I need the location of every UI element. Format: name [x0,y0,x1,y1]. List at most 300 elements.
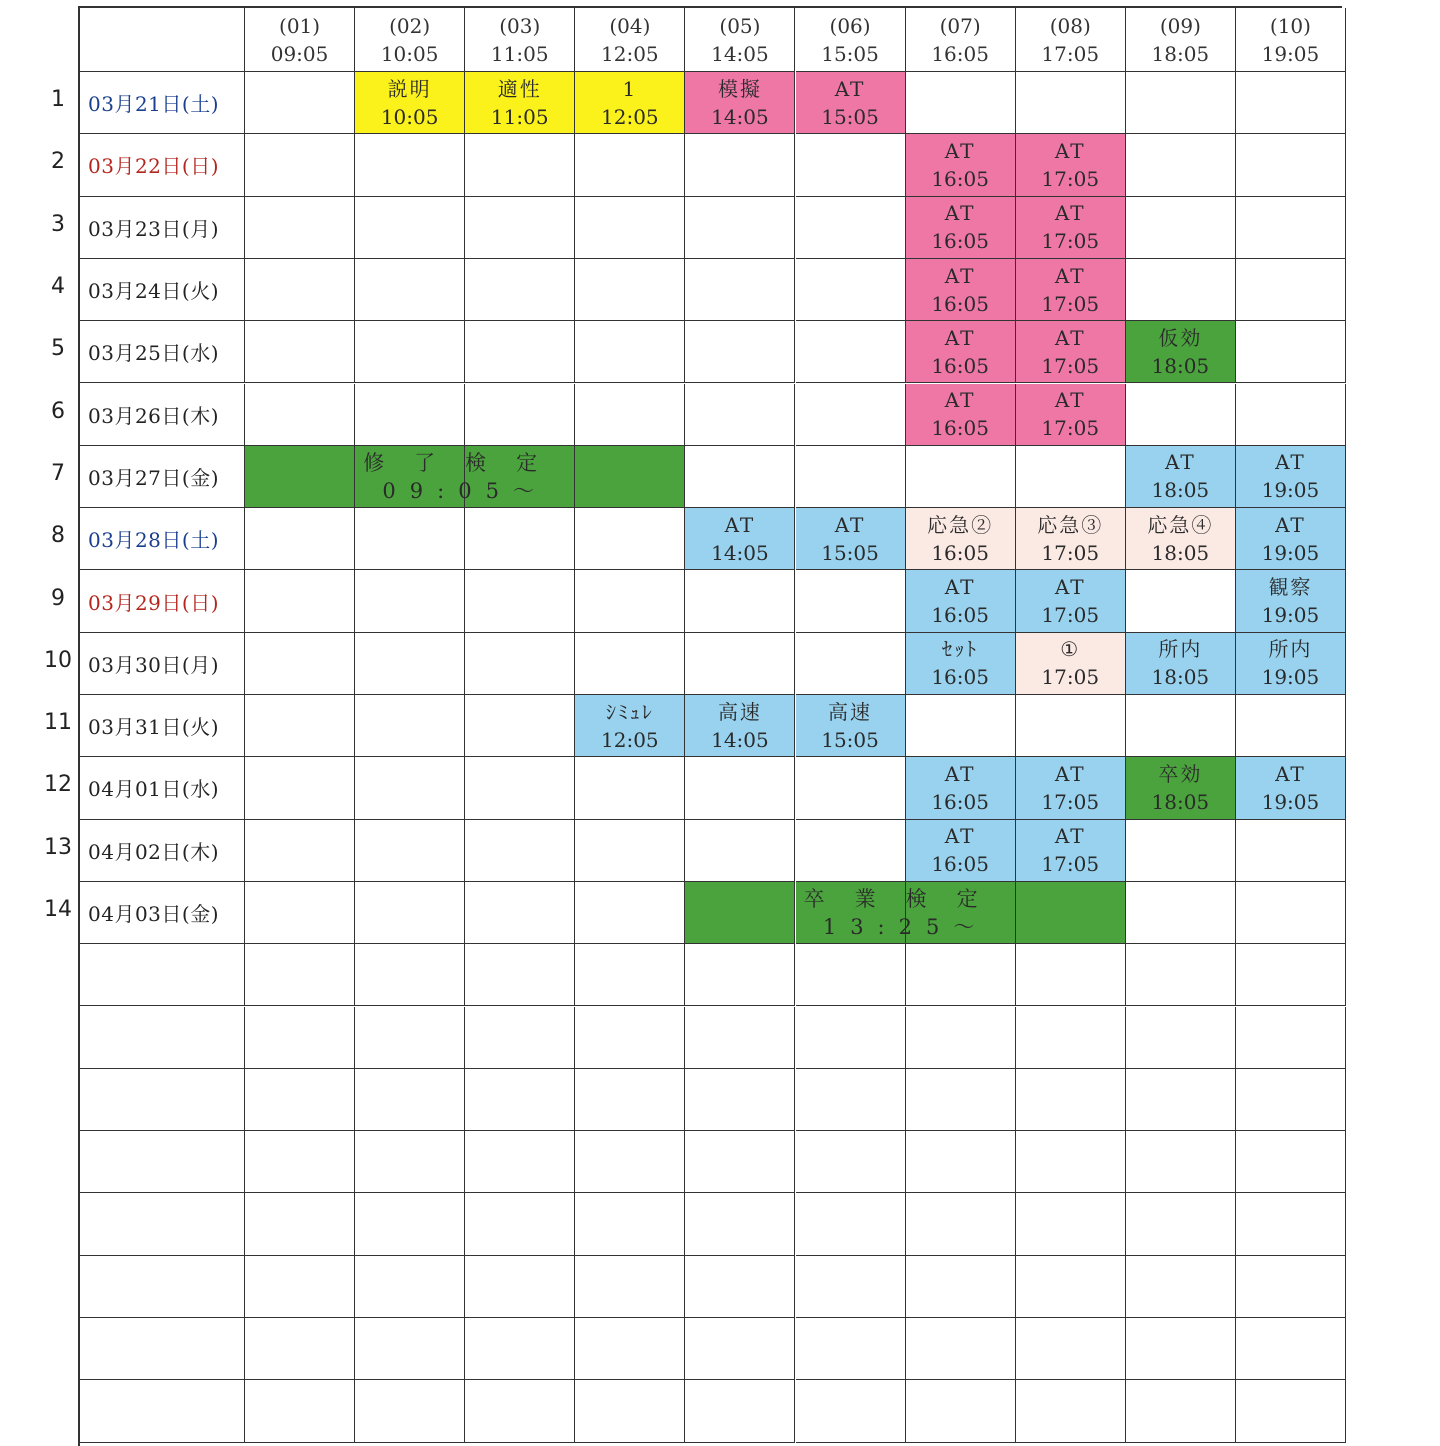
schedule-cell[interactable] [245,1007,355,1069]
schedule-cell[interactable] [245,757,355,819]
lesson-block[interactable] [1126,633,1236,695]
schedule-cell[interactable] [796,820,906,882]
lesson-block[interactable] [906,757,1016,819]
lesson-label: 卒効 [1158,761,1203,786]
date-cell [80,757,245,819]
schedule-cell[interactable] [575,321,685,383]
lesson-time: 18:05 [1151,540,1210,565]
schedule-cell[interactable] [1236,695,1346,757]
schedule-cell[interactable] [1126,820,1236,882]
schedule-cell[interactable] [1236,882,1346,944]
lesson-block[interactable] [1236,570,1346,632]
lesson-label: AT [1275,450,1306,475]
row-number: 2 [51,149,65,175]
date-cell [80,1193,245,1255]
schedule-cell[interactable] [355,1318,465,1380]
lesson-label: AT [944,761,976,786]
lesson-block[interactable] [906,820,1016,882]
schedule-cell[interactable] [1016,944,1126,1006]
lesson-block[interactable] [796,72,906,134]
period-number: (09) [1159,13,1201,38]
schedule-cell[interactable] [1126,72,1236,134]
schedule-cell[interactable] [796,1193,906,1255]
schedule-cell[interactable] [1126,384,1236,446]
lesson-time: 17:05 [1041,852,1100,877]
lesson-label: AT [944,325,976,350]
lesson-block[interactable] [355,72,465,134]
schedule-cell[interactable] [575,1193,685,1255]
schedule-cell[interactable] [906,1007,1016,1069]
lesson-time: 15:05 [821,540,879,565]
schedule-cell[interactable] [906,1193,1016,1255]
schedule-cell[interactable] [685,321,795,383]
lesson-block[interactable] [1016,633,1126,695]
lesson-block[interactable] [1126,321,1236,383]
lesson-block[interactable] [575,695,685,757]
schedule-cell[interactable] [355,633,465,695]
schedule-cell[interactable] [465,570,575,632]
lesson-time: 16:05 [931,665,989,690]
schedule-cell[interactable] [575,384,685,446]
schedule-cell[interactable] [575,757,685,819]
lesson-label: AT [1054,388,1086,413]
schedule-cell[interactable] [355,1193,465,1255]
schedule-cell[interactable] [685,1131,795,1193]
period-header [685,8,795,72]
schedule-cell[interactable] [1236,384,1346,446]
schedule-cell[interactable] [906,72,1016,134]
schedule-cell[interactable] [465,1193,575,1255]
schedule-cell[interactable] [1126,570,1236,632]
schedule-cell[interactable] [245,197,355,259]
schedule-cell[interactable] [1236,1193,1346,1255]
schedule-cell[interactable] [796,570,906,632]
schedule-cell[interactable] [575,820,685,882]
schedule-cell[interactable] [685,446,795,508]
schedule-cell[interactable] [245,321,355,383]
schedule-cell[interactable] [245,1069,355,1131]
schedule-cell[interactable] [245,72,355,134]
schedule-cell[interactable] [1236,72,1346,134]
lesson-time: 16:05 [931,229,989,254]
lesson-label: 説明 [387,76,432,101]
schedule-cell[interactable] [906,695,1016,757]
schedule-cell[interactable] [1016,72,1126,134]
schedule-cell[interactable] [355,882,465,944]
period-number: (08) [1049,13,1091,38]
schedule-cell[interactable] [685,259,795,321]
schedule-cell[interactable] [465,259,575,321]
lesson-block[interactable] [906,508,1016,570]
schedule-cell[interactable] [465,321,575,383]
schedule-cell[interactable] [575,1131,685,1193]
schedule-cell[interactable] [1236,321,1346,383]
schedule-cell[interactable] [1126,134,1236,196]
schedule-cell[interactable] [1126,1193,1236,1255]
lesson-time: 16:05 [931,166,989,191]
period-number: (04) [609,13,651,38]
schedule-cell[interactable] [685,384,795,446]
lesson-label: 仮効 [1158,325,1203,350]
schedule-cell[interactable] [355,757,465,819]
lesson-block[interactable] [1236,508,1346,570]
schedule-cell[interactable] [245,570,355,632]
schedule-cell[interactable] [1126,695,1236,757]
lesson-block[interactable] [906,134,1016,196]
schedule-cell[interactable] [1236,944,1346,1006]
lesson-label: AT [1275,761,1306,786]
date-label: 04月02日(木) [88,839,220,864]
schedule-cell[interactable] [1126,197,1236,259]
schedule-cell[interactable] [1016,1318,1126,1380]
schedule-cell[interactable] [245,1193,355,1255]
lesson-block[interactable] [1016,570,1126,632]
schedule-cell[interactable] [1016,1380,1126,1442]
period-time: 09:05 [270,41,329,66]
schedule-cell[interactable] [465,1256,575,1318]
schedule-cell[interactable] [1126,1007,1236,1069]
schedule-cell[interactable] [465,1007,575,1069]
row-number: 14 [44,897,72,923]
schedule-cell[interactable] [1016,695,1126,757]
lesson-block[interactable] [1236,446,1346,508]
schedule-cell[interactable] [575,1256,685,1318]
schedule-cell[interactable] [1236,259,1346,321]
schedule-cell[interactable] [355,1256,465,1318]
schedule-cell[interactable] [465,1318,575,1380]
schedule-cell[interactable] [796,1069,906,1131]
schedule-cell[interactable] [465,882,575,944]
schedule-cell[interactable] [355,197,465,259]
lesson-block[interactable] [1016,757,1126,819]
lesson-block[interactable] [1016,197,1126,259]
date-cell [80,197,245,259]
lesson-label: AT [944,138,976,163]
schedule-cell[interactable] [906,1256,1016,1318]
schedule-cell[interactable] [355,570,465,632]
schedule-cell[interactable] [465,633,575,695]
schedule-cell[interactable] [245,1380,355,1442]
lesson-label: AT [834,512,866,537]
period-number: (05) [719,13,761,38]
schedule-cell[interactable] [245,882,355,944]
schedule-cell[interactable] [796,1007,906,1069]
lesson-block[interactable] [1126,757,1236,819]
row-number: 6 [51,398,65,424]
lesson-block[interactable] [685,72,795,134]
lesson-time: 11:05 [490,104,549,129]
schedule-cell[interactable] [1126,1318,1236,1380]
schedule-cell[interactable] [575,259,685,321]
lesson-block[interactable] [796,695,906,757]
schedule-cell[interactable] [355,321,465,383]
date-label: 04月01日(水) [88,777,220,802]
schedule-cell[interactable] [796,757,906,819]
date-cell [80,882,245,944]
lesson-label: AT [1054,761,1086,786]
schedule-cell[interactable] [575,1007,685,1069]
schedule-cell[interactable] [906,944,1016,1006]
schedule-cell[interactable] [685,134,795,196]
lesson-time: 17:05 [1041,166,1100,191]
lesson-block[interactable] [1016,259,1126,321]
lesson-block[interactable] [906,321,1016,383]
lesson-label: 応急② [927,512,994,537]
schedule-cell[interactable] [1236,820,1346,882]
lesson-label: 応急④ [1147,512,1214,537]
date-label: 03月22日(日) [88,154,220,179]
lesson-label: AT [944,575,976,600]
exam-block-cell[interactable] [685,882,795,944]
date-cell [80,384,245,446]
schedule-cell[interactable] [465,1131,575,1193]
lesson-block[interactable] [906,633,1016,695]
date-cell [80,321,245,383]
schedule-cell[interactable] [355,1380,465,1442]
schedule-cell[interactable] [245,384,355,446]
schedule-cell[interactable] [685,570,795,632]
exam-block-cell[interactable] [575,446,685,508]
schedule-cell[interactable] [575,633,685,695]
schedule-cell[interactable] [575,508,685,570]
lesson-label: AT [1054,824,1086,849]
schedule-cell[interactable] [685,1256,795,1318]
schedule-cell[interactable] [575,882,685,944]
schedule-cell[interactable] [1016,1069,1126,1131]
schedule-cell[interactable] [685,1318,795,1380]
lesson-label: AT [724,512,756,537]
schedule-cell[interactable] [245,695,355,757]
schedule-cell[interactable] [465,820,575,882]
schedule-cell[interactable] [1126,882,1236,944]
schedule-cell[interactable] [685,757,795,819]
schedule-cell[interactable] [1236,1131,1346,1193]
schedule-cell[interactable] [1126,1069,1236,1131]
schedule-cell[interactable] [575,134,685,196]
schedule-cell[interactable] [906,446,1016,508]
lesson-block[interactable] [1016,820,1126,882]
schedule-cell[interactable] [245,1131,355,1193]
schedule-cell[interactable] [685,1007,795,1069]
schedule-cell[interactable] [685,633,795,695]
schedule-cell[interactable] [1126,1131,1236,1193]
schedule-cell[interactable] [1236,197,1346,259]
schedule-cell[interactable] [1236,1007,1346,1069]
lesson-time: 17:05 [1041,291,1100,316]
period-header [1236,8,1346,72]
schedule-cell[interactable] [796,197,906,259]
schedule-cell[interactable] [245,1318,355,1380]
schedule-cell[interactable] [355,508,465,570]
lesson-time: 16:05 [931,603,989,628]
schedule-cell[interactable] [575,1318,685,1380]
lesson-time: 18:05 [1151,353,1210,378]
schedule-cell[interactable] [575,1380,685,1442]
schedule-cell[interactable] [465,384,575,446]
date-cell [80,1069,245,1131]
lesson-block[interactable] [1126,446,1236,508]
schedule-cell[interactable] [355,134,465,196]
row-number: 5 [51,336,65,362]
schedule-cell[interactable] [355,695,465,757]
lesson-label: AT [944,201,976,226]
schedule-cell[interactable] [355,944,465,1006]
schedule-cell[interactable] [906,1069,1016,1131]
schedule-cell[interactable] [796,384,906,446]
lesson-label: AT [1054,138,1086,163]
lesson-block[interactable] [906,197,1016,259]
schedule-cell[interactable] [685,1380,795,1442]
period-time: 17:05 [1041,41,1100,66]
schedule-cell[interactable] [465,134,575,196]
exam-block-cell[interactable] [245,446,355,508]
schedule-cell[interactable] [245,820,355,882]
lesson-block[interactable] [465,72,575,134]
schedule-cell[interactable] [575,944,685,1006]
date-cell [80,259,245,321]
schedule-cell[interactable] [796,446,906,508]
lesson-time: 14:05 [711,540,769,565]
schedule-cell[interactable] [1016,1007,1126,1069]
date-label: 03月27日(金) [88,465,220,490]
schedule-cell[interactable] [685,197,795,259]
lesson-block[interactable] [1126,508,1236,570]
schedule-cell[interactable] [355,1007,465,1069]
schedule-cell[interactable] [685,1069,795,1131]
lesson-block[interactable] [1016,508,1126,570]
row-number: 8 [51,523,65,549]
period-header [1016,8,1126,72]
lesson-label: 所内 [1158,637,1203,662]
schedule-cell[interactable] [575,570,685,632]
schedule-cell[interactable] [796,259,906,321]
schedule-cell[interactable] [1016,1131,1126,1193]
schedule-cell[interactable] [685,1193,795,1255]
lesson-block[interactable] [906,259,1016,321]
date-cell [80,134,245,196]
schedule-cell[interactable] [355,820,465,882]
schedule-cell[interactable] [465,1380,575,1442]
schedule-cell[interactable] [906,1380,1016,1442]
lesson-block[interactable] [1236,757,1346,819]
schedule-cell[interactable] [355,259,465,321]
exam-block-cell[interactable] [1016,882,1126,944]
period-header [796,8,906,72]
schedule-cell[interactable] [1236,1380,1346,1442]
schedule-cell[interactable] [245,1256,355,1318]
period-header [906,8,1016,72]
period-time: 16:05 [931,41,989,66]
lesson-time: 10:05 [380,104,439,129]
schedule-cell[interactable] [796,321,906,383]
lesson-block[interactable] [685,508,795,570]
schedule-cell[interactable] [1126,944,1236,1006]
schedule-cell[interactable] [906,1131,1016,1193]
schedule-cell[interactable] [355,1131,465,1193]
schedule-cell[interactable] [245,944,355,1006]
lesson-time: 12:05 [601,727,659,752]
period-number: (02) [389,13,431,38]
schedule-cell[interactable] [465,944,575,1006]
lesson-label: ｼﾐｭﾚ [605,699,654,724]
schedule-cell[interactable] [355,1069,465,1131]
schedule-cell[interactable] [1236,1069,1346,1131]
lesson-block[interactable] [575,72,685,134]
row-number: 9 [51,585,65,611]
schedule-cell[interactable] [796,1131,906,1193]
lesson-block[interactable] [906,384,1016,446]
schedule-cell[interactable] [575,1069,685,1131]
date-cell [80,820,245,882]
schedule-cell[interactable] [1016,446,1126,508]
schedule-cell[interactable] [245,508,355,570]
schedule-cell[interactable] [1236,1318,1346,1380]
lesson-block[interactable] [1016,134,1126,196]
schedule-cell[interactable] [796,1256,906,1318]
schedule-cell[interactable] [1236,134,1346,196]
date-cell [80,72,245,134]
schedule-cell[interactable] [245,134,355,196]
lesson-block[interactable] [906,570,1016,632]
schedule-cell[interactable] [465,197,575,259]
schedule-cell[interactable] [1126,1256,1236,1318]
lesson-time: 18:05 [1151,665,1210,690]
row-number: 10 [44,647,72,673]
period-number: (03) [499,13,541,38]
schedule-cell[interactable] [465,757,575,819]
lesson-label: 適性 [497,76,542,101]
exam-block-text [355,449,575,505]
schedule-cell[interactable] [1126,259,1236,321]
schedule-cell[interactable] [796,1380,906,1442]
schedule-cell[interactable] [685,820,795,882]
lesson-time: 19:05 [1261,478,1320,503]
date-cell [80,446,245,508]
lesson-time: 16:05 [931,416,989,441]
schedule-cell[interactable] [245,259,355,321]
schedule-cell[interactable] [1126,1380,1236,1442]
lesson-block[interactable] [1016,384,1126,446]
schedule-cell[interactable] [575,197,685,259]
period-number: (07) [939,13,981,38]
row-number: 12 [44,772,72,798]
schedule-cell[interactable] [465,1069,575,1131]
lesson-block[interactable] [796,508,906,570]
schedule-cell[interactable] [906,1318,1016,1380]
schedule-cell[interactable] [1016,1256,1126,1318]
lesson-time: 16:05 [931,540,989,565]
lesson-time: 18:05 [1151,789,1210,814]
schedule-cell[interactable] [465,508,575,570]
schedule-cell[interactable] [1236,1256,1346,1318]
schedule-cell[interactable] [355,384,465,446]
period-header [1126,8,1236,72]
schedule-cell[interactable] [796,633,906,695]
lesson-block[interactable] [1016,321,1126,383]
row-number: 13 [44,834,72,860]
exam-time: 09:05～ [382,478,548,503]
schedule-cell[interactable] [796,944,906,1006]
schedule-cell[interactable] [465,695,575,757]
schedule-cell[interactable] [685,944,795,1006]
schedule-cell[interactable] [796,1318,906,1380]
lesson-block[interactable] [685,695,795,757]
schedule-cell[interactable] [796,134,906,196]
schedule-cell[interactable] [1016,1193,1126,1255]
period-time: 15:05 [821,41,879,66]
schedule-cell[interactable] [245,633,355,695]
lesson-block[interactable] [1236,633,1346,695]
